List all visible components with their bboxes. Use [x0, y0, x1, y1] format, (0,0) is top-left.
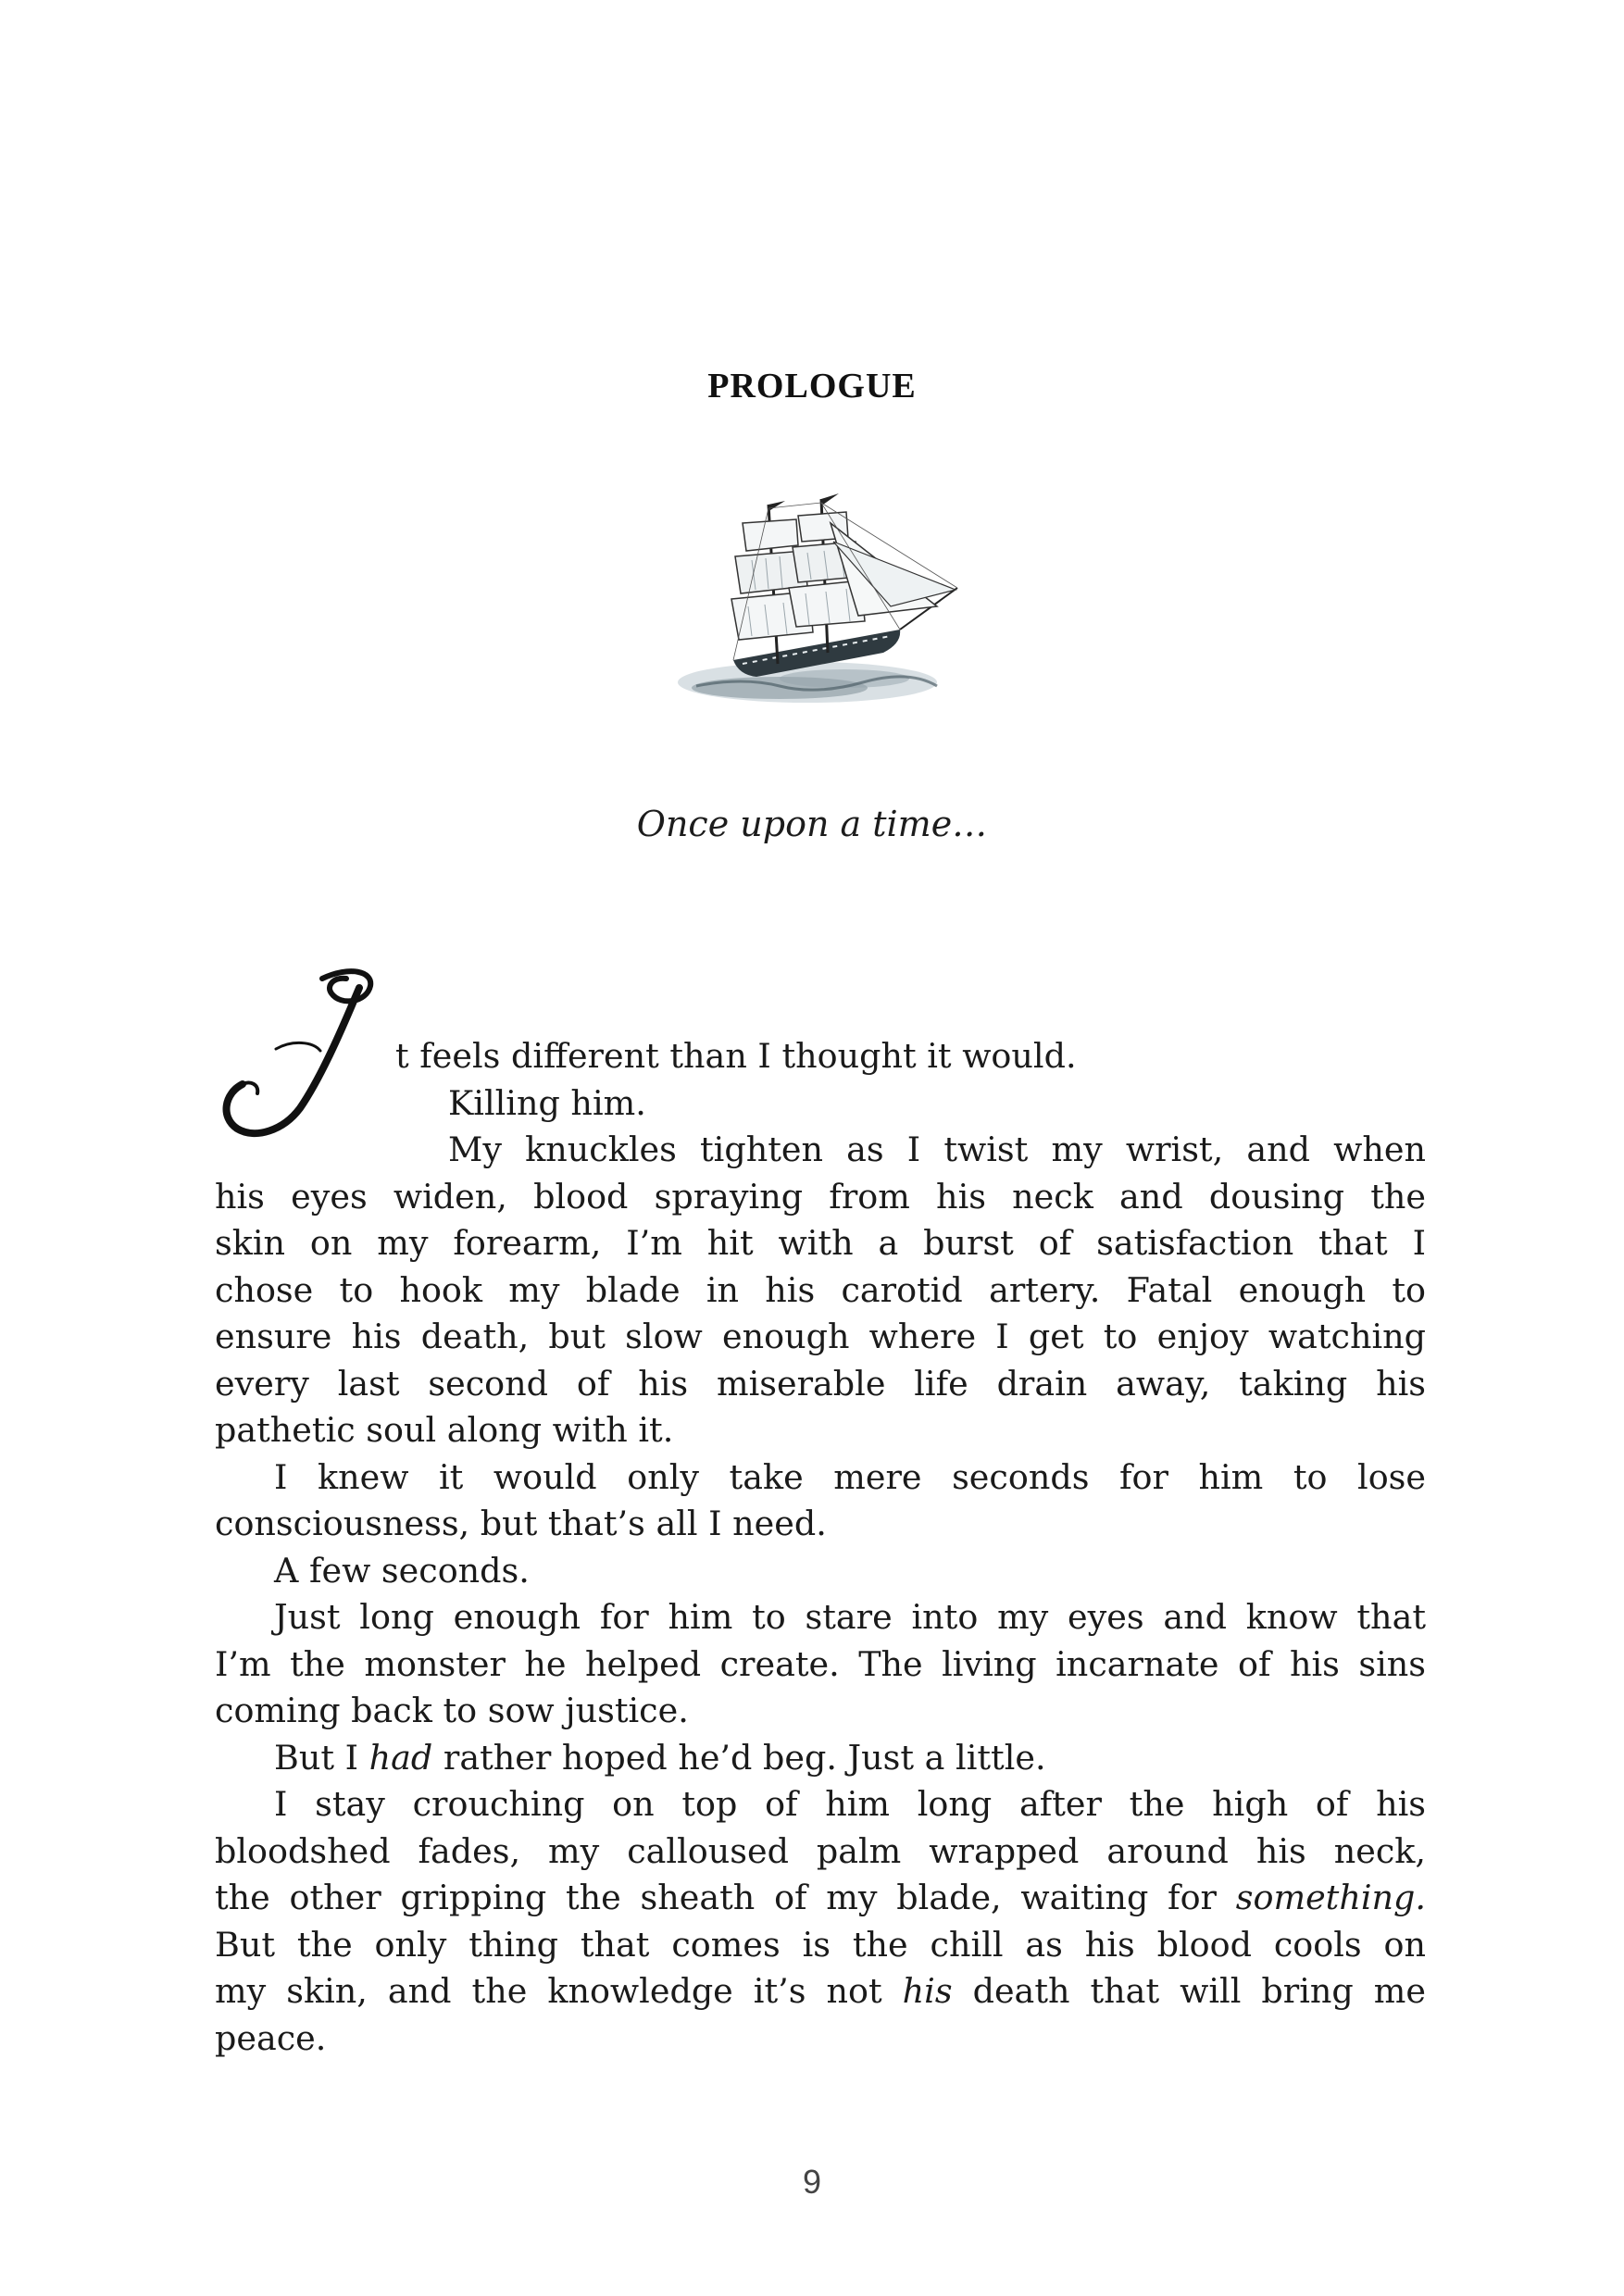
- text-run: rather hoped he’d beg. Just a little.: [432, 1737, 1046, 1778]
- paragraph-line: ensure his death, but slow enough where I get to enjoy watching: [215, 1316, 1426, 1356]
- emphasis: his: [902, 1971, 953, 2011]
- text-run: But I: [274, 1737, 369, 1778]
- paragraph-line: Just long enough for him to stare into my eyes and know that: [274, 1597, 1426, 1637]
- text-run: death that will bring me: [952, 1971, 1426, 2011]
- paragraph-line: My knuckles tighten as I twist my wrist, and when: [448, 1129, 1426, 1169]
- paragraph-line: [215, 1968, 1426, 2015]
- sailing-ship-icon: [668, 468, 965, 736]
- paragraph-line: every last second of his miserable life drain away, taking his: [215, 1363, 1426, 1404]
- text-run: my skin, and the knowledge it’s not: [215, 1971, 903, 2011]
- paragraph-line: peace.: [215, 2017, 327, 2058]
- paragraph-line: his eyes widen, blood spraying from his neck and dousing the: [215, 1176, 1426, 1217]
- paragraph-line: I stay crouching on top of him long after the high of his: [274, 1784, 1426, 1824]
- text-run: the other gripping the sheath of my blade, waiting for: [215, 1878, 1236, 1917]
- paragraph-line: pathetic soul along with it.: [215, 1410, 674, 1450]
- paragraph-line: I’m the monster he helped create. The living incarnate of his sins: [215, 1643, 1426, 1684]
- emphasis: had: [369, 1737, 433, 1778]
- paragraph-line: [215, 1735, 1426, 1782]
- page-number: 9: [802, 2163, 822, 2201]
- emphasis: something.: [1235, 1878, 1426, 1917]
- epigraph: Once upon a time…: [636, 804, 988, 844]
- paragraph-line: skin on my forearm, I’m hit with a burst of satisfaction that I: [215, 1223, 1426, 1263]
- paragraph-line: But the only thing that comes is the chill as his blood cools on: [215, 1924, 1426, 1965]
- paragraph-line: consciousness, but that’s all I need.: [215, 1504, 827, 1543]
- paragraph-line: A few seconds.: [274, 1550, 530, 1591]
- paragraph-line: Killing him.: [448, 1082, 646, 1123]
- chapter-title: PROLOGUE: [707, 367, 917, 406]
- paragraph-line: I knew it would only take mere seconds for him to lose: [274, 1456, 1426, 1497]
- paragraph-line: bloodshed fades, my calloused palm wrapped around his neck,: [215, 1830, 1426, 1871]
- paragraph-line: chose to hook my blade in his carotid artery. Fatal enough to: [215, 1269, 1426, 1310]
- paragraph-line: t feels different than I thought it would.: [395, 1036, 1077, 1076]
- paragraph-line: coming back to sow justice.: [215, 1691, 689, 1730]
- paragraph-line: [215, 1875, 1426, 1922]
- body-text: [215, 1033, 1426, 2062]
